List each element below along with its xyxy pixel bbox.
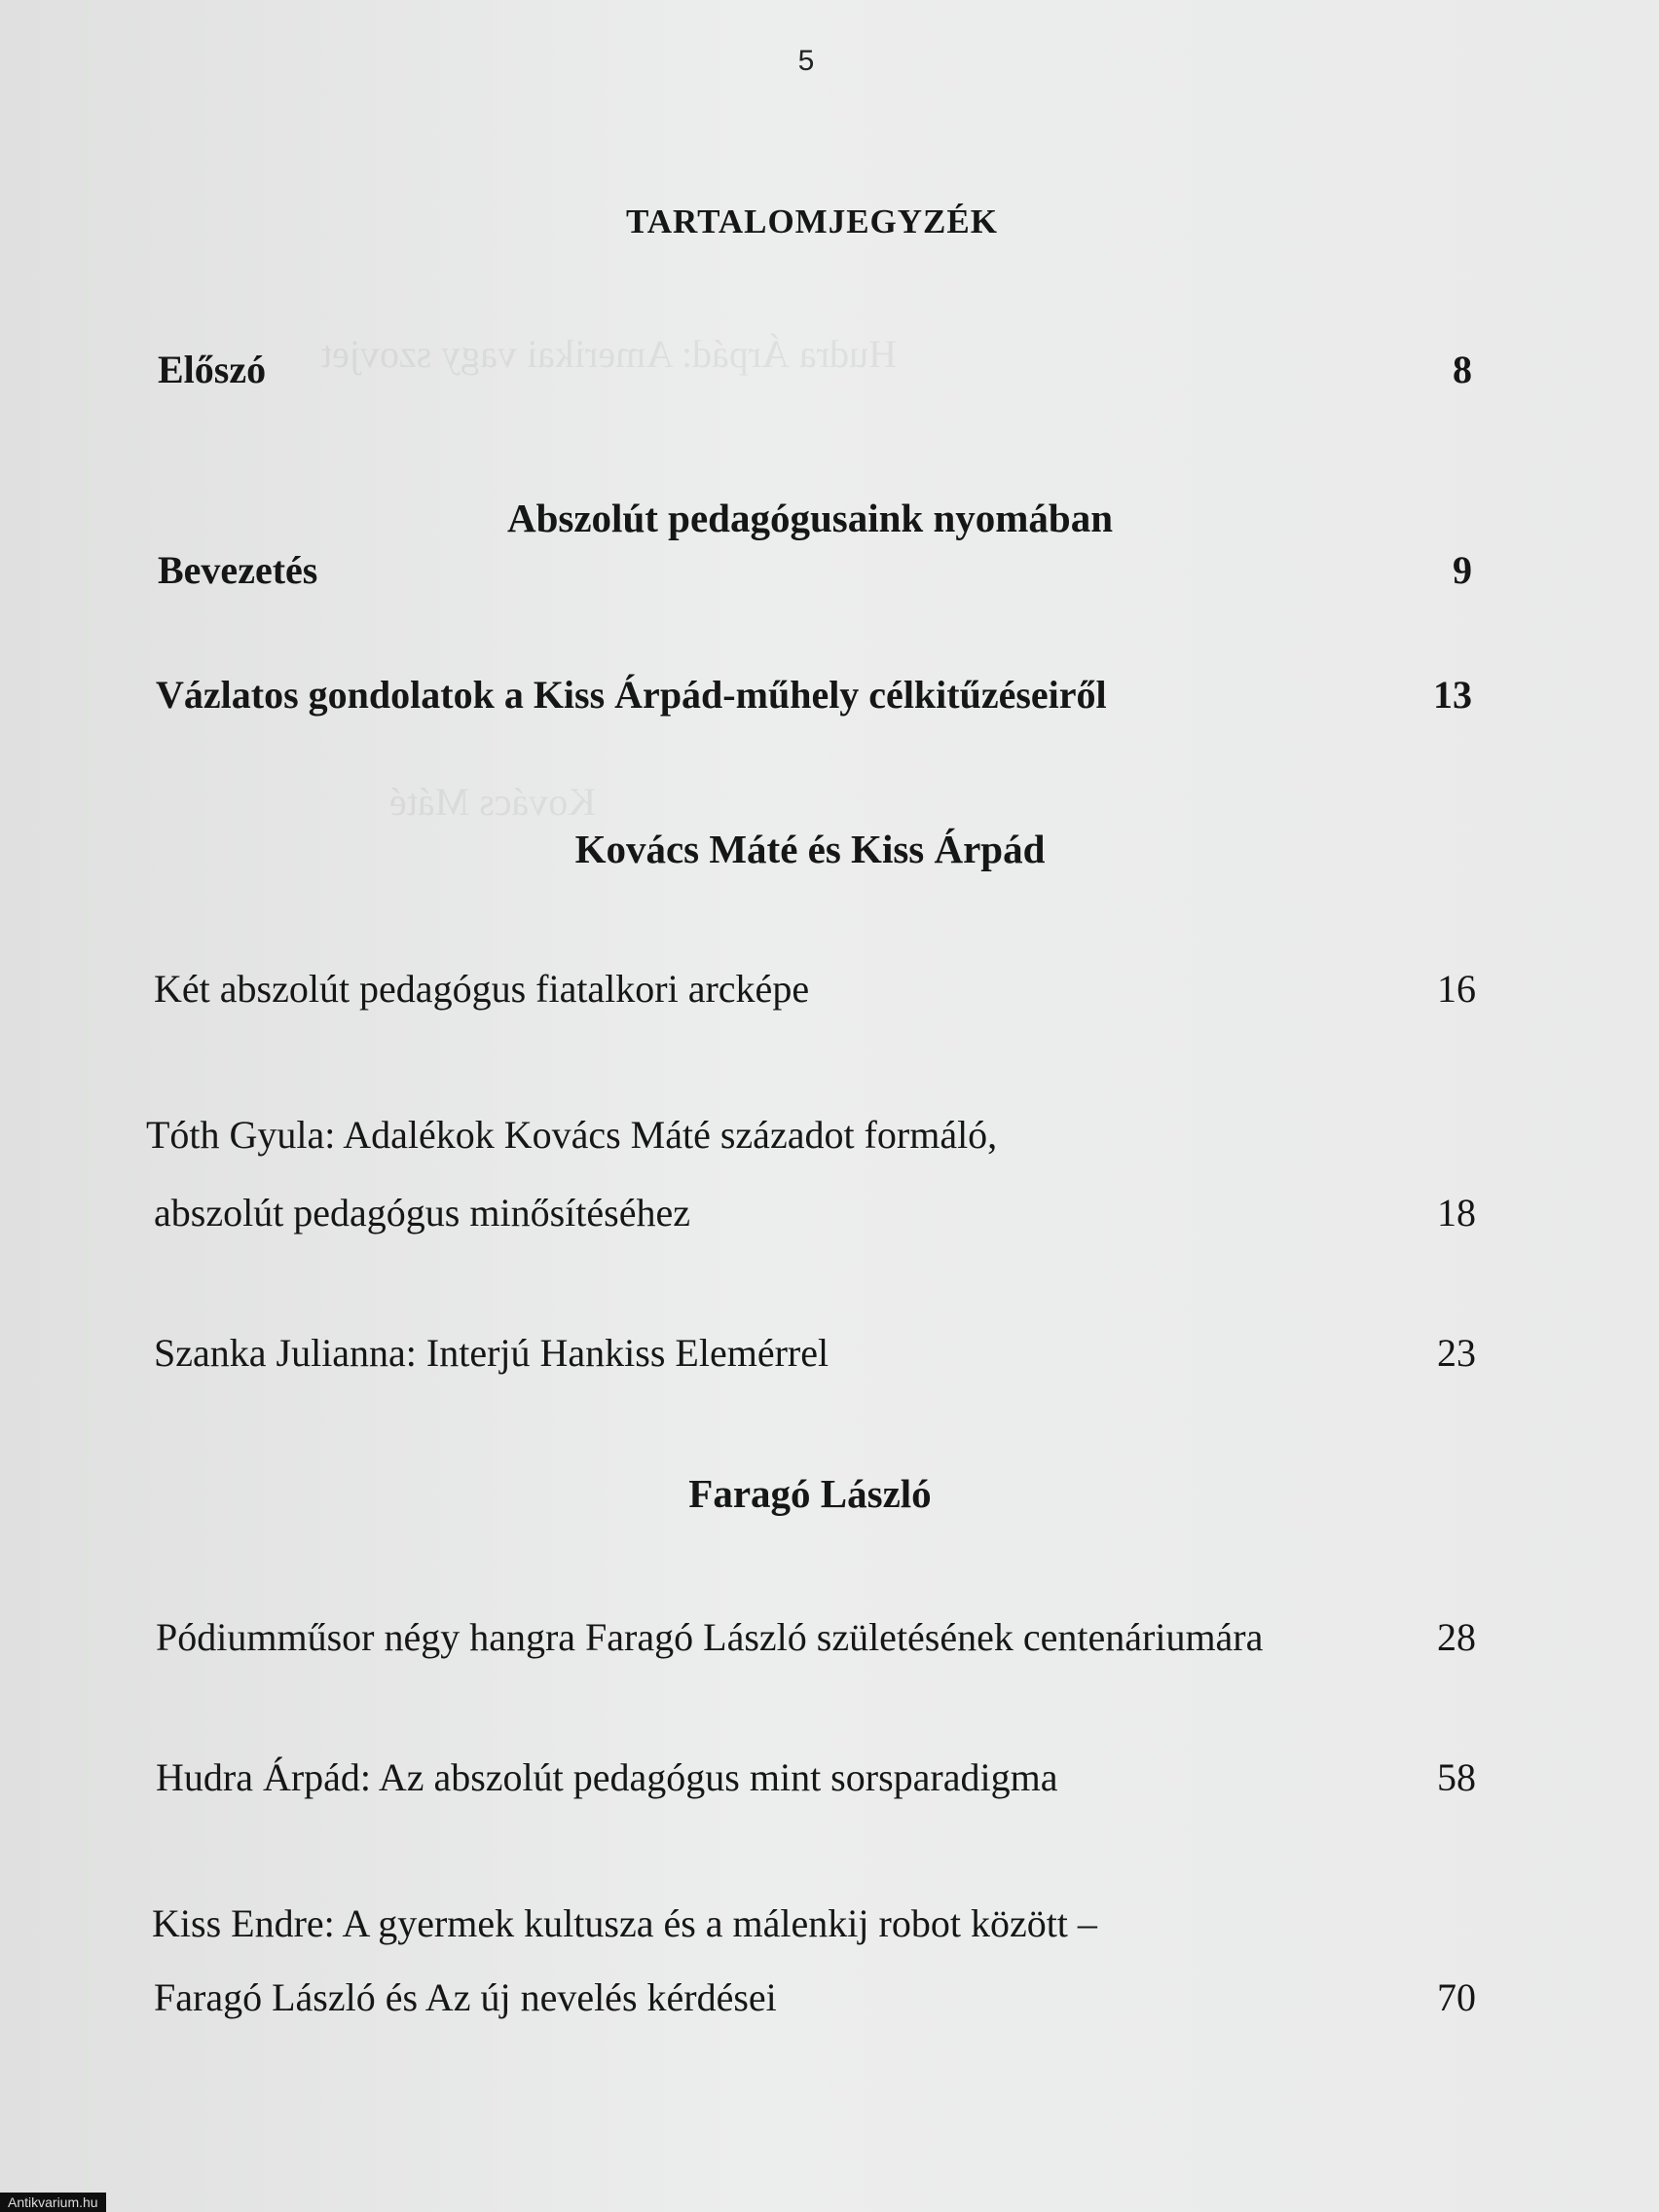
entry-page: 16 [1437, 967, 1476, 1011]
bleed-through-text: Kovács Máté [389, 780, 597, 824]
entry-page: 23 [1437, 1331, 1476, 1375]
bleed-through-text: Hudra Árpád: Amerikai vagy szovjet [321, 332, 897, 376]
entry-title: Szanka Julianna: Interjú Hankiss Elemérrel [154, 1331, 830, 1375]
watermark: Antikvarium.hu [0, 2193, 106, 2212]
entry-page: 18 [1437, 1191, 1476, 1235]
entry-title: Pódiumműsor négy hangra Faragó László születésének centenáriumára [156, 1615, 1264, 1659]
entry-page: 58 [1437, 1755, 1476, 1799]
entry-title-line2: Faragó László és Az új nevelés kérdései [154, 1975, 777, 2019]
section-heading-kovacs-kiss: Kovács Máté és Kiss Árpád [574, 827, 1046, 871]
entry-title: Előszó [158, 348, 267, 391]
toc-entry-toth[interactable] [0, 1112, 1659, 1248]
toc-entry-eloszo[interactable] [0, 347, 1659, 405]
entry-page: 8 [1453, 348, 1472, 391]
entry-title: Bevezetés [158, 548, 318, 592]
entry-title: Vázlatos gondolatok a Kiss Árpád-műhely célkitűzéseiről [156, 673, 1107, 717]
toc-entry-podium[interactable] [0, 1614, 1659, 1673]
entry-page: 28 [1437, 1615, 1476, 1659]
toc-entry-kiss-endre[interactable] [0, 1900, 1659, 2037]
toc-entry-szanka[interactable] [0, 1330, 1659, 1388]
section-heading-abszolut: Abszolút pedagógusaink nyomában [506, 496, 1114, 540]
entry-title: Hudra Árpád: Az abszolút pedagógus mint sorsparadigma [156, 1755, 1058, 1799]
entry-page: 70 [1437, 1975, 1476, 2019]
entry-page: 13 [1433, 673, 1472, 717]
toc-entry-ket-abszolut[interactable] [0, 966, 1659, 1024]
toc-entry-bevezetes[interactable] [0, 547, 1659, 606]
toc-entry-hudra[interactable] [0, 1754, 1659, 1813]
toc-entry-vazlatos[interactable] [0, 672, 1659, 730]
entry-title-line1: Tóth Gyula: Adalékok Kovács Máté századot formáló, [146, 1113, 998, 1157]
page-number: 5 [797, 45, 815, 77]
entry-title: Két abszolút pedagógus fiatalkori arcképe [154, 967, 810, 1011]
section-heading-farago: Faragó László [688, 1471, 932, 1516]
entry-title-line1: Kiss Endre: A gyermek kultusza és a málenkij robot között – [152, 1901, 1097, 1945]
entry-page: 9 [1453, 548, 1472, 592]
entry-title-line2: abszolút pedagógus minősítéséhez [154, 1191, 690, 1235]
toc-title: TARTALOMJEGYZÉK [626, 203, 998, 240]
